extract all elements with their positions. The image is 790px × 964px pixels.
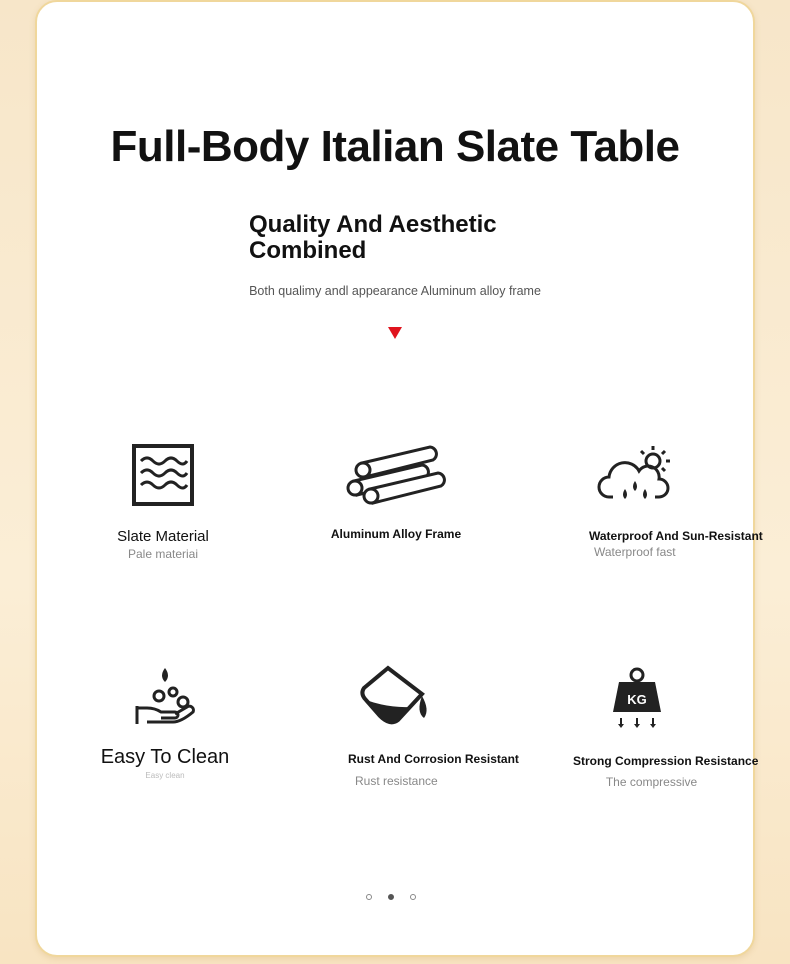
aluminum-pipes-icon [344, 441, 448, 507]
feature-easy-clean [88, 666, 242, 780]
down-arrow-icon [388, 327, 402, 339]
feature-sub: Easy clean [145, 771, 185, 780]
weight-kg-text: KG [627, 692, 647, 707]
page-dot-1[interactable] [366, 894, 372, 900]
feature-rust [340, 664, 520, 788]
weather-icon [595, 443, 675, 507]
feature-sub: Rust resistance [355, 774, 438, 788]
feature-label: Aluminum Alloy Frame [330, 527, 462, 541]
feature-sub: The compressive [605, 775, 698, 789]
paint-bucket-icon [358, 664, 432, 728]
feature-slate [93, 443, 233, 561]
feature-compression [573, 666, 759, 789]
feature-label: Rust And Corrosion Resistant [348, 752, 519, 766]
feature-label: Waterproof And Sun-Resistant [589, 529, 763, 543]
page-title: Full-Body Italian Slate Table [110, 122, 680, 171]
page-dot-3[interactable] [410, 894, 416, 900]
pagination-dots [366, 894, 416, 900]
feature-label: Strong Compression Resistance [573, 754, 759, 768]
feature-waterproof [585, 443, 763, 559]
feature-label: Easy To Clean [100, 746, 230, 768]
feature-aluminum [326, 441, 466, 541]
weight-icon [607, 666, 667, 730]
page-dot-2[interactable] [388, 894, 394, 900]
feature-sub: Pale materiai [127, 547, 199, 561]
feature-sub: Waterproof fast [594, 545, 676, 559]
hand-washing-icon [133, 666, 197, 732]
subtitle: Quality And Aesthetic Combined [249, 211, 497, 264]
feature-label: Slate Material [117, 528, 209, 545]
slate-icon [131, 443, 195, 507]
tagline: Both qualimy andl appearance Aluminum alloy frame [249, 284, 541, 298]
